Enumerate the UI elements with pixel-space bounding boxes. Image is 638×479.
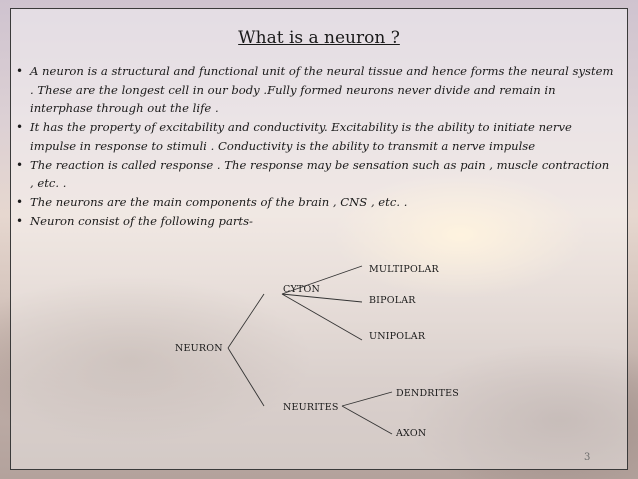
tree-node-multipolar: MULTIPOLAR (369, 264, 439, 275)
bullet-text: It has the property of excitability and conductivity. Excitability is the ability to initiate nerve impulse in response to stimuli . Conductivity is the ability to transmit a nerve impulse (30, 120, 572, 153)
connector-neuron-cyton (228, 294, 264, 348)
page-number: 3 (584, 452, 591, 463)
tree-node-neurites: NEURITES (283, 402, 339, 413)
bullet-icon: • (16, 157, 24, 172)
tree-node-axon: AXON (396, 428, 427, 439)
bullet-text: The reaction is called response . The response may be sensation such as pain , muscle contraction , etc. . (30, 157, 610, 191)
bullet-text: Neuron consist of the following parts- (30, 213, 253, 228)
slide-title: What is a neuron ? (238, 28, 400, 48)
tree-node-unipolar: UNIPOLAR (369, 331, 426, 342)
bullet-text: A neuron is a structural and functional unit of the neural tissue and hence forms the neural system . These are the longest cell in our body .Fully formed neurons never divide and remain in interphase through out the life . (30, 64, 614, 116)
bullet-icon: • (16, 213, 24, 228)
tree-node-dendrites: DENDRITES (396, 388, 459, 399)
connector-neurites-axon (342, 406, 392, 434)
bullet-icon: • (16, 64, 24, 78)
connector-neuron-neurites (228, 348, 264, 406)
connector-neurites-dendrites (342, 392, 392, 406)
bullet-icon: • (16, 120, 24, 135)
tree-node-bipolar: BIPOLAR (369, 295, 416, 306)
tree-node-cyton: CYTON (283, 284, 320, 295)
bullet-text: The neurons are the main components of the brain , CNS , etc. . (30, 194, 408, 209)
bullet-icon: • (16, 194, 24, 209)
tree-node-neuron: NEURON (175, 343, 223, 354)
